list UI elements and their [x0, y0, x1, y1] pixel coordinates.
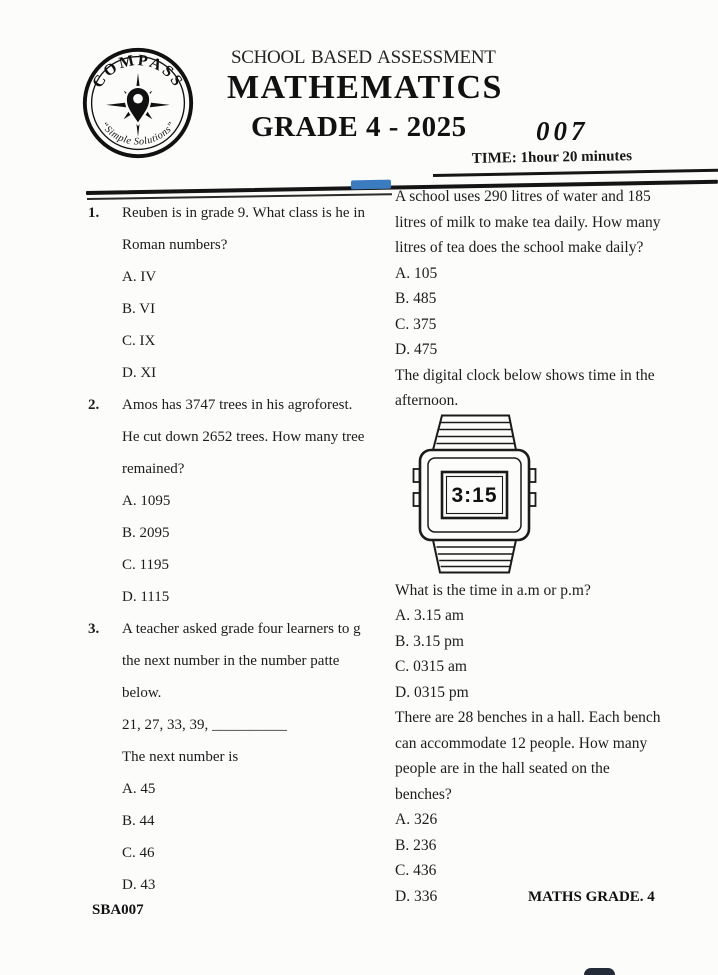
question-3-line: A teacher asked grade four learners to g: [122, 621, 361, 637]
question-1-line: Reuben is in grade 9. What class is he in: [122, 205, 366, 221]
question-2-option-d: D. 1115: [122, 589, 170, 605]
logo-arc-bottom-text: “Simple Solutions”: [98, 119, 178, 148]
question-2-line: remained?: [122, 461, 185, 477]
question-4-line: A school uses 290 litres of water and 185: [395, 188, 651, 205]
question-6-line: benches?: [395, 785, 452, 803]
map-pin-icon: [127, 88, 149, 122]
time-underline-rule: [433, 169, 718, 177]
question-4-line: litres of milk to make tea daily. How many: [395, 213, 661, 231]
question-4-option-c: C. 375: [395, 315, 437, 333]
question-5-option-d: D. 0315 pm: [395, 683, 469, 701]
question-5-line: afternoon.: [395, 392, 459, 409]
time-allowed: TIME: 1hour 20 minutes: [471, 148, 633, 167]
digital-watch-illustration: [412, 414, 537, 574]
question-5-option-b: B. 3.15 pm: [395, 632, 464, 650]
question-3-option-b: B. 44: [122, 813, 155, 829]
question-6-option-d: D. 336: [395, 887, 438, 905]
question-4-line: litres of tea does the school make daily?: [395, 239, 644, 256]
footer-paper-code: SBA007: [92, 902, 144, 918]
digital-watch-figure: [395, 414, 710, 578]
assessment-line: SCHOOL BASED ASSESSMENT: [231, 47, 496, 68]
question-6-line: There are 28 benches in a hall. Each bench: [395, 709, 661, 726]
question-1: [88, 197, 384, 389]
question-5-question: What is the time in a.m or p.m?: [395, 581, 591, 599]
question-1-number: 1.: [88, 205, 100, 221]
question-5-option-a: A. 3.15 am: [395, 607, 464, 624]
question-6-line: can accommodate 12 people. How many: [395, 734, 648, 752]
subject-title: MATHEMATICS: [227, 69, 503, 106]
question-2-option-b: B. 2095: [122, 525, 170, 541]
question-2: [88, 389, 384, 613]
question-3-number-pattern: 21, 27, 33, 39, __________: [122, 717, 287, 733]
question-1-option-c: C. IX: [122, 333, 156, 349]
question-2-option-c: C. 1195: [122, 557, 169, 573]
logo-arc-top-text: COMPASS: [89, 51, 187, 92]
question-1-option-b: B. VI: [122, 301, 156, 317]
bottom-corner-shape: [584, 968, 615, 975]
question-6-option-a: A. 326: [395, 811, 438, 828]
blue-tape-mark: [351, 180, 391, 190]
question-5-option-c: C. 0315 am: [395, 658, 467, 675]
clock-time-display: 3:15: [451, 483, 498, 507]
question-3-line: below.: [122, 685, 162, 701]
question-3-option-d: D. 43: [122, 877, 156, 893]
map-pin-hole: [133, 94, 143, 104]
question-6-option-c: C. 436: [395, 862, 437, 879]
question-1-option-a: A. IV: [122, 269, 157, 285]
question-4-option-a: A. 105: [395, 264, 438, 282]
question-3: [88, 613, 384, 901]
question-6-option-b: B. 236: [395, 836, 437, 854]
question-4: [395, 184, 710, 363]
question-4-option-b: B. 485: [395, 290, 437, 307]
question-6-line: people are in the hall seated on the: [395, 760, 610, 777]
question-3-line: the next number in the number patte: [122, 653, 340, 669]
left-column: [88, 197, 384, 901]
grade-year-line: GRADE 4 - 2025: [251, 111, 467, 143]
question-3-option-c: C. 46: [122, 845, 155, 861]
question-1-line: Roman numbers?: [122, 237, 228, 253]
question-4-option-d: D. 475: [395, 341, 438, 358]
question-2-option-a: A. 1095: [122, 493, 171, 509]
question-2-number: 2.: [88, 397, 100, 413]
paper-code: 007: [536, 116, 589, 146]
footer-subject-grade: MATHS GRADE. 4: [528, 889, 655, 905]
question-2-line: Amos has 3747 trees in his agroforest.: [122, 397, 353, 413]
question-3-option-a: A. 45: [122, 781, 156, 797]
question-1-option-d: D. XI: [122, 365, 157, 381]
question-3-line: The next number is: [122, 749, 239, 765]
question-5-line: The digital clock below shows time in the: [395, 366, 655, 384]
compass-logo: [80, 45, 196, 161]
question-2-line: He cut down 2652 trees. How many tree: [122, 429, 365, 445]
right-column: [395, 184, 710, 909]
question-3-number: 3.: [88, 621, 100, 637]
question-5: [395, 363, 710, 706]
question-6: [395, 705, 710, 909]
